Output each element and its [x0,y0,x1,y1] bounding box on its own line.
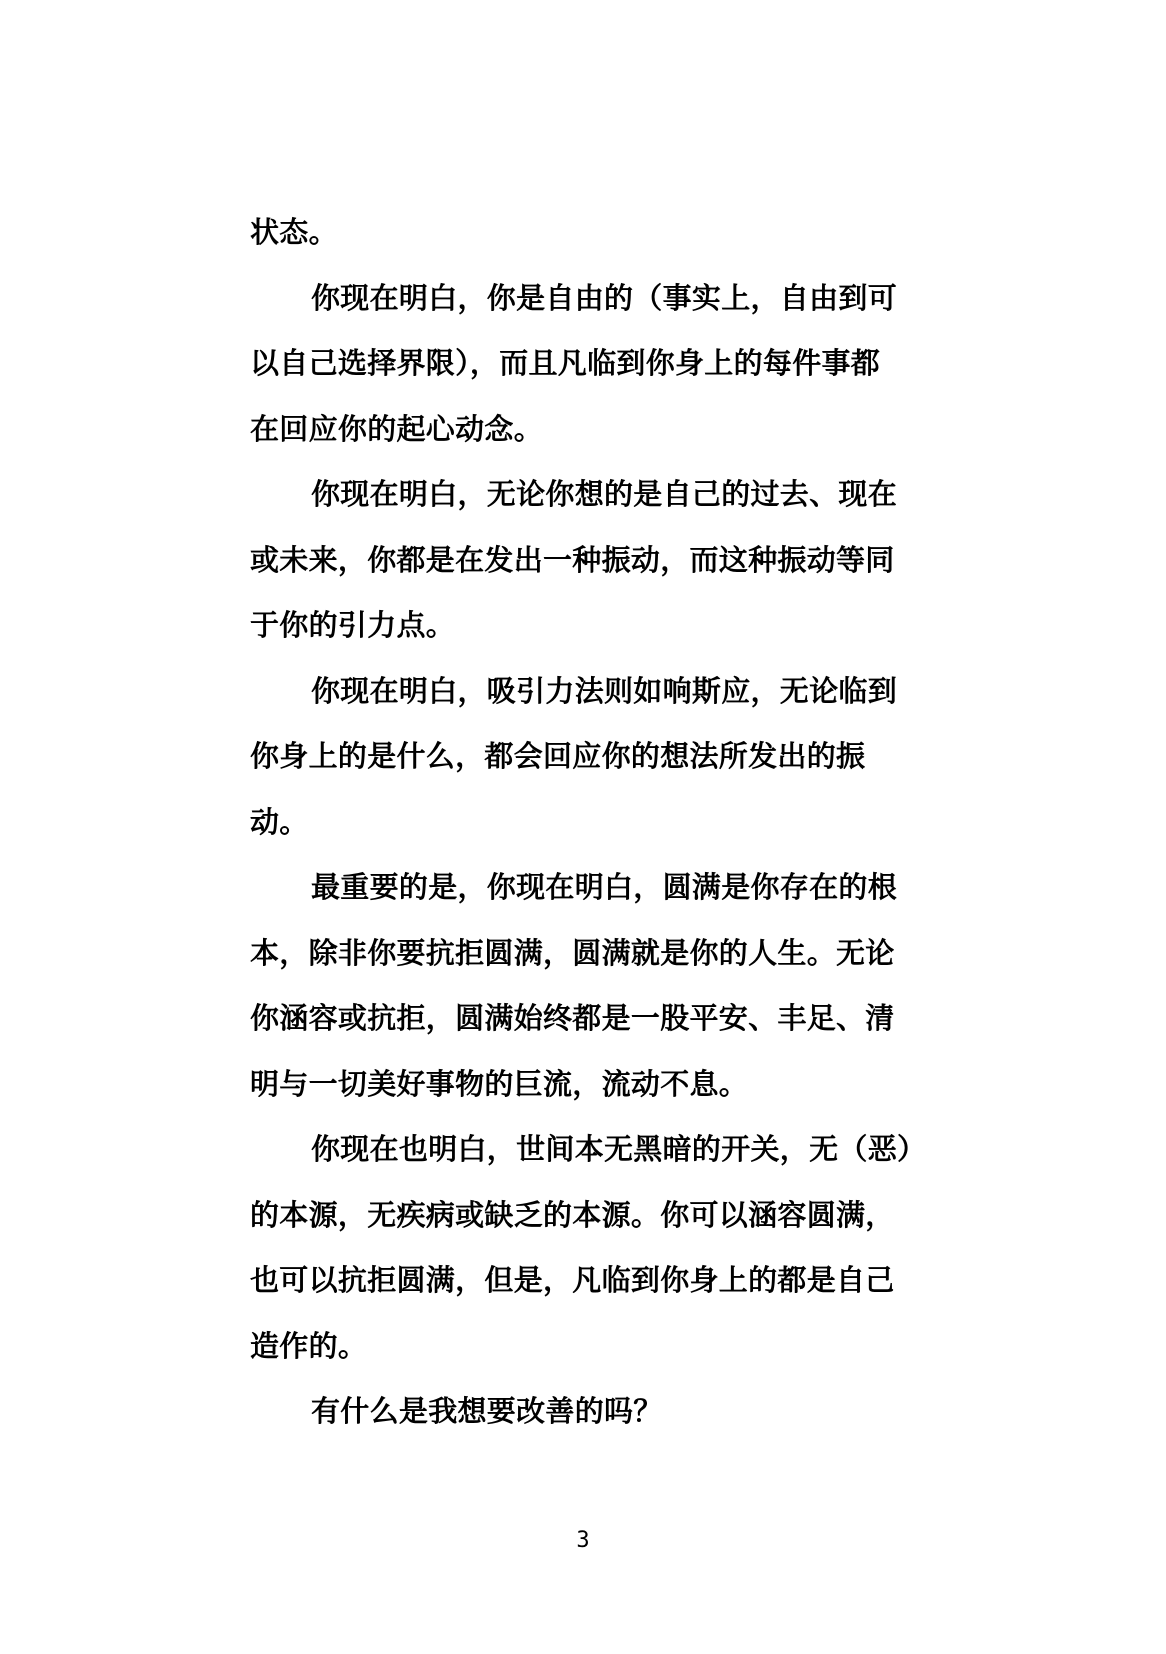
text-line: 造作的。 [250,1328,368,1363]
paragraph [250,200,920,266]
paragraph [250,1117,927,1379]
text-line: 你现在明白，你是自由的（事实上，自由到可 [311,280,898,315]
text-line: 或未来，你都是在发出一种振动，而这种振动等同 [250,542,895,577]
text-line: 有什么是我想要改善的吗？ [311,1394,663,1428]
text-line: 动。 [250,804,309,839]
text-line: 也可以抗拒圆满，但是，凡临到你身上的都是自己 [250,1263,895,1297]
paragraph [250,659,920,856]
text-line: 最重要的是，你现在明白，圆满是你存在的根 [311,870,898,904]
text-line: 于你的引力点。 [250,608,456,642]
text-line: 你现在也明白，世间本无黑暗的开关，无（恶） [311,1132,927,1166]
paragraph [250,266,920,463]
paragraph [250,855,920,1117]
paragraph [250,462,920,659]
text-line: 你涵容或抗拒，圆满始终都是一股平安、丰足、清 [250,1001,895,1035]
body-text [250,200,927,1445]
text-line: 的本源，无疾病或缺乏的本源。你可以涵容圆满， [250,1197,895,1232]
text-line: 你现在明白，吸引力法则如响斯应，无论临到 [311,673,898,708]
text-line: 你身上的是什么，都会回应你的想法所发出的振 [250,739,866,773]
text-line: 本，除非你要抗拒圆满，圆满就是你的人生。无论 [250,935,895,970]
page-number: 3 [576,1528,590,1553]
paragraph [250,1379,920,1445]
text-line: 明与一切美好事物的巨流，流动不息。 [250,1066,749,1101]
text-line: 你现在明白，无论你想的是自己的过去、现在 [311,477,898,511]
text-line: 在回应你的起心动念。 [250,411,544,446]
text-line: 以自己选择界限），而且凡临到你身上的每件事都 [250,346,881,380]
text-line: 状态。 [250,215,338,249]
